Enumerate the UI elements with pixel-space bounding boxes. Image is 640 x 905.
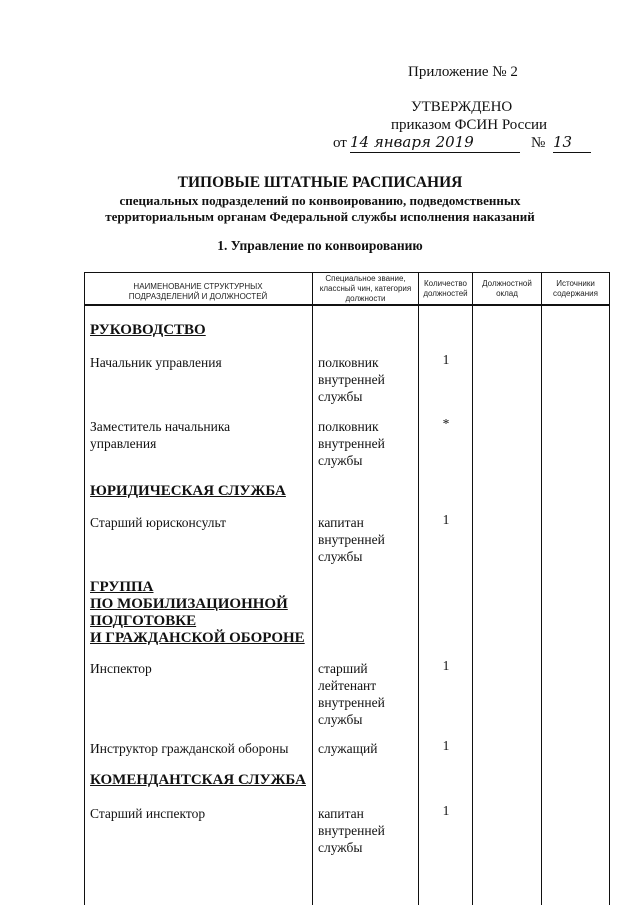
number-label: №: [531, 135, 546, 151]
position-senior-legal: Старший юрисконсульт: [90, 515, 227, 530]
date-handwritten: 14 января 2019: [350, 133, 520, 153]
approved-label: УТВЕРЖДЕНО: [411, 99, 513, 115]
section-heading: 1. Управление по конвоированию: [217, 238, 423, 253]
qty-civil-defense: 1: [442, 738, 450, 753]
rank-senior-legal: капитан внутренней службы: [318, 515, 385, 564]
col-header-name: НАИМЕНОВАНИЕ СТРУКТУРНЫХ ПОДРАЗДЕЛЕНИЙ И ДОЛЖНОСТЕЙ: [128, 282, 268, 301]
col-header-funding: Источники содержания: [553, 279, 598, 298]
section-mobilization: ГРУППА ПО МОБИЛИЗАЦИОННОЙ ПОДГОТОВКЕ И ГРАЖДАНСКОЙ ОБОРОНЕ: [90, 579, 305, 646]
from-label: от: [333, 135, 347, 151]
number-handwritten: 13: [553, 133, 591, 153]
rank-deputy-head: полковник внутренней службы: [318, 419, 385, 468]
section-commandant: КОМЕНДАНТСКАЯ СЛУЖБА: [90, 772, 306, 788]
rank-head: полковник внутренней службы: [318, 355, 385, 404]
qty-deputy-head: *: [442, 416, 450, 431]
qty-head: 1: [442, 352, 450, 367]
qty-senior-legal: 1: [442, 512, 450, 527]
rank-senior-inspector: капитан внутренней службы: [318, 806, 385, 855]
order-label: приказом ФСИН России: [391, 117, 548, 133]
document-subtitle-1: специальных подразделений по конвоированию, подведомственных: [119, 193, 521, 208]
section-legal: ЮРИДИЧЕСКАЯ СЛУЖБА: [90, 483, 286, 499]
document-title: ТИПОВЫЕ ШТАТНЫЕ РАСПИСАНИЯ: [177, 174, 463, 191]
position-civil-defense: Инструктор гражданской обороны: [90, 741, 289, 756]
appendix-label: Приложение № 2: [408, 64, 518, 80]
rank-inspector: старший лейтенант внутренней службы: [318, 661, 385, 727]
position-deputy-head: Заместитель начальника управления: [90, 419, 231, 451]
qty-inspector: 1: [442, 658, 450, 673]
position-senior-inspector: Старший инспектор: [90, 806, 206, 821]
position-inspector: Инспектор: [90, 661, 152, 676]
document-subtitle-2: территориальным органам Федеральной службы исполнения наказаний: [105, 209, 535, 224]
col-header-salary: Должностной оклад: [482, 279, 532, 298]
qty-senior-inspector: 1: [442, 803, 450, 818]
rank-civil-defense: служащий: [318, 741, 378, 756]
position-head: Начальник управления: [90, 355, 222, 370]
col-header-rank: Специальное звание, классный чин, категория должности: [319, 274, 412, 303]
col-header-count: Количество должностей: [423, 279, 468, 298]
section-leadership: РУКОВОДСТВО: [90, 322, 206, 338]
